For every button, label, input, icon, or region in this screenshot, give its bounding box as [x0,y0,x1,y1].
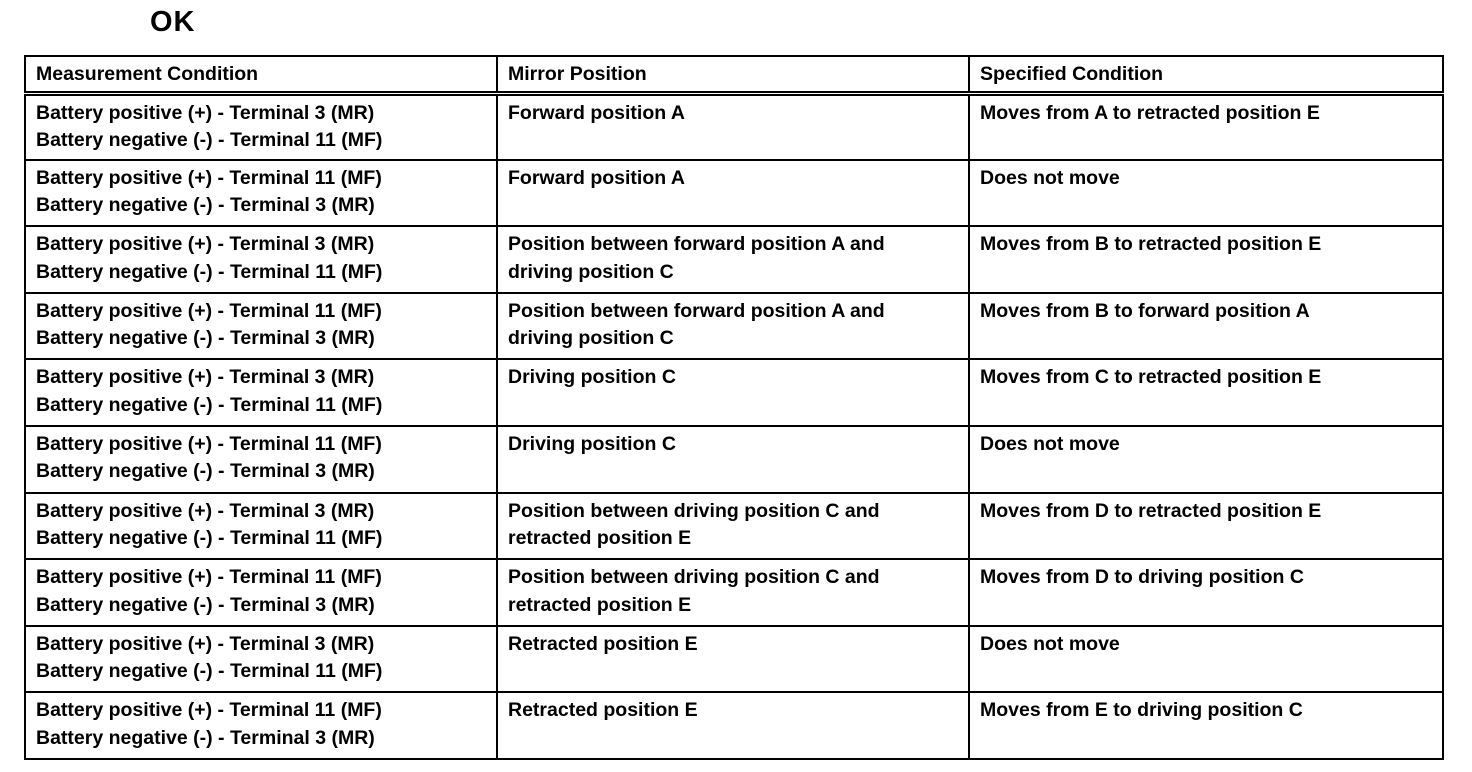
table-row [25,426,1443,493]
position-line: Forward position A [508,101,685,124]
measurement-condition-cell [25,226,497,293]
condition-line: Battery positive (+) - Terminal 3 (MR) [36,233,375,256]
condition-line: Battery positive (+) - Terminal 11 (MF) [36,566,382,589]
position-line: Forward position A [508,166,685,189]
measurement-condition-cell [25,426,497,493]
condition-line: Battery negative (-) - Terminal 11 (MF) [36,527,383,550]
condition-line: Battery negative (-) - Terminal 11 (MF) [36,393,383,416]
table-row [25,626,1443,693]
condition-line: Battery negative (-) - Terminal 3 (MR) [36,460,375,483]
table-row [25,93,1443,160]
position-line: Position between driving position C and [508,566,880,589]
table-body [25,93,1443,759]
condition-line: Battery positive (+) - Terminal 3 (MR) [36,632,375,655]
mirror-position-cell [497,493,969,560]
condition-line: Battery negative (-) - Terminal 11 (MF) [36,129,383,151]
specified-condition-cell: Does not move [969,426,1443,493]
position-line: driving position C [508,327,674,350]
condition-line: Battery positive (+) - Terminal 11 (MF) [36,699,382,722]
mirror-position-cell [497,626,969,693]
condition-line: Battery positive (+) - Terminal 11 (MF) [36,166,382,189]
condition-line: Battery positive (+) - Terminal 11 (MF) [36,432,382,455]
condition-line: Battery positive (+) - Terminal 3 (MR) [36,366,375,389]
page-heading: OK [150,6,196,38]
header-mirror-position: Mirror Position [497,56,969,93]
specified-condition-cell: Does not move [969,160,1443,227]
specified-condition-cell: Moves from B to forward position A [969,293,1443,360]
condition-line: Battery positive (+) - Terminal 3 (MR) [36,499,375,522]
mirror-position-cell [497,359,969,426]
mirror-position-cell [497,293,969,360]
mirror-position-cell [497,426,969,493]
specified-condition-cell: Does not move [969,626,1443,693]
header-specified-condition: Specified Condition [969,56,1443,93]
table-row [25,559,1443,626]
measurement-condition-cell [25,160,497,227]
condition-line: Battery positive (+) - Terminal 3 (MR) [36,101,375,124]
table-row [25,293,1443,360]
table-header [25,56,1443,93]
measurement-condition-cell [25,359,497,426]
condition-line: Battery negative (-) - Terminal 3 (MR) [36,194,375,217]
condition-line: Battery negative (-) - Terminal 11 (MF) [36,660,383,683]
specified-condition-cell: Moves from B to retracted position E [969,226,1443,293]
table-row [25,493,1443,560]
specified-condition-cell: Moves from C to retracted position E [969,359,1443,426]
header-measurement-condition: Measurement Condition [25,56,497,93]
position-line: Position between forward position A and [508,233,885,256]
position-line: Retracted position E [508,632,698,655]
specified-condition-cell: Moves from E to driving position C [969,692,1443,759]
table-row [25,359,1443,426]
measurement-condition-cell [25,93,497,160]
condition-line: Battery negative (-) - Terminal 3 (MR) [36,726,375,749]
measurement-condition-cell [25,293,497,360]
condition-line: Battery positive (+) - Terminal 11 (MF) [36,299,382,322]
position-line: Position between driving position C and [508,499,880,522]
position-line: Position between forward position A and [508,299,885,322]
condition-line: Battery negative (-) - Terminal 3 (MR) [36,593,375,616]
header-row [25,56,1443,93]
specified-condition-cell: Moves from D to retracted position E [969,493,1443,560]
table-row [25,226,1443,293]
table-row [25,160,1443,227]
position-line: Retracted position E [508,699,698,722]
mirror-position-cell [497,559,969,626]
measurement-condition-cell [25,559,497,626]
specified-condition-cell: Moves from A to retracted position E [969,93,1443,160]
mirror-position-cell [497,226,969,293]
position-line: driving position C [508,260,674,283]
specified-condition-cell: Moves from D to driving position C [969,559,1443,626]
measurement-condition-cell [25,692,497,759]
mirror-position-cell [497,160,969,227]
position-line: retracted position E [508,527,692,550]
position-line: Driving position C [508,432,676,455]
position-line: Driving position C [508,366,676,389]
measurement-condition-cell [25,626,497,693]
condition-line: Battery negative (-) - Terminal 11 (MF) [36,260,383,283]
table-row [25,692,1443,759]
position-line: retracted position E [508,593,692,616]
specification-table [24,55,1444,760]
condition-line: Battery negative (-) - Terminal 3 (MR) [36,327,375,350]
mirror-position-cell [497,692,969,759]
measurement-condition-cell [25,493,497,560]
mirror-position-cell [497,93,969,160]
